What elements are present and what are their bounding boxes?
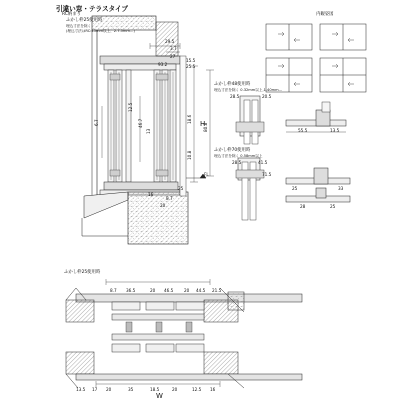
note-fukashi25-1: 埋込寸法を除く bbox=[66, 24, 92, 28]
note-fukashi25-2: (埋込寸法はRC:45mm以上、2.7.5mm…) bbox=[66, 29, 135, 33]
dim-bot-b: 36.5 bbox=[126, 288, 136, 293]
note-fukashi70: 埋込寸法を除く 0.58mm以上 bbox=[214, 154, 263, 158]
dim-r-d: 20 bbox=[160, 203, 166, 208]
dim-h-f: 10.8 bbox=[187, 150, 192, 160]
dim-bot-g: 21.5 bbox=[212, 288, 222, 293]
dim-mid4-c: 25 bbox=[330, 204, 336, 209]
label-inner-view: 内観姿図 bbox=[316, 12, 334, 17]
dim-h-d: 13 bbox=[146, 128, 151, 134]
dim-bot-j: 20 bbox=[106, 387, 112, 392]
unit-w-label: W bbox=[156, 392, 163, 400]
dim-h-a: 6.7 bbox=[94, 119, 99, 126]
dim-mid2-c: 55.5 bbox=[298, 128, 308, 133]
dim-mid2-d: 13.5 bbox=[330, 128, 340, 133]
dim-top-b: 3.7 bbox=[170, 46, 177, 51]
dim-bot-e: 20 bbox=[184, 288, 190, 293]
unit-h-label: H bbox=[200, 120, 206, 128]
note-fukashi48: 埋込寸法を除く 0.32mm以上,1.40mm… bbox=[214, 88, 283, 92]
label-fukashi70: ふかし枠70使用時 bbox=[214, 148, 251, 153]
dim-bot-i: 17 bbox=[92, 387, 98, 392]
dim-mid3-c: 25 bbox=[292, 186, 298, 191]
dim-mid3-d: 33 bbox=[338, 186, 344, 191]
dim-bot-l: 18.5 bbox=[150, 387, 160, 392]
dim-bot-h: 13.5 bbox=[76, 387, 86, 392]
detail-fukashi48 bbox=[236, 96, 346, 144]
label-fukashi25: ふかし枠25使用時 bbox=[66, 18, 103, 23]
dim-mid2-b: 20.5 bbox=[262, 94, 272, 99]
label-rc-osamari: RC納まり bbox=[62, 12, 82, 17]
dim-mid4-b: 28 bbox=[300, 204, 306, 209]
dim-h-b: 12.5 bbox=[128, 102, 133, 112]
dim-mid-a: 93.2 bbox=[158, 62, 168, 67]
dim-mid2-a: 28.5 bbox=[230, 94, 240, 99]
dim-r-a: 25 bbox=[178, 186, 184, 191]
dim-bot-n: 12.5 bbox=[192, 387, 202, 392]
dim-mid-b: 15.5 bbox=[186, 58, 196, 63]
dim-bot-d: 46.5 bbox=[164, 288, 174, 293]
dim-bot-c: 20 bbox=[150, 288, 156, 293]
dim-bot-a: 8.7 bbox=[110, 288, 117, 293]
dim-r-b: 8.7 bbox=[166, 196, 173, 201]
dim-top-a: 29.5 bbox=[165, 39, 175, 44]
dim-mid4-a: 71.5 bbox=[262, 172, 272, 177]
dim-bot-o: 16 bbox=[210, 387, 216, 392]
dim-top-c: 27 bbox=[170, 54, 176, 59]
label-fukashi48: ふかし枠48使用時 bbox=[214, 82, 251, 87]
dim-mid-c: 25.5 bbox=[186, 64, 196, 69]
fl-label: FL bbox=[204, 172, 209, 177]
dim-r-c: 16 bbox=[148, 192, 154, 197]
dim-bot-k: 35 bbox=[128, 387, 134, 392]
dim-h-c: 46.7 bbox=[138, 118, 143, 128]
dim-bot-f: 44.5 bbox=[196, 288, 206, 293]
dim-mid3-a: 28.5 bbox=[232, 160, 242, 165]
bottom-horizontal-section bbox=[66, 279, 302, 388]
dim-h-e: 18.6 bbox=[187, 114, 192, 124]
dim-bot-m: 20 bbox=[172, 387, 178, 392]
dim-mid3-b: 41.5 bbox=[258, 160, 268, 165]
label-fukashi25-bottom: ふかし枠25使用時 bbox=[64, 270, 101, 275]
page-title: 引違い窓・テラスタイプ bbox=[56, 5, 129, 13]
dim-h-g: 80.8 bbox=[203, 122, 208, 132]
